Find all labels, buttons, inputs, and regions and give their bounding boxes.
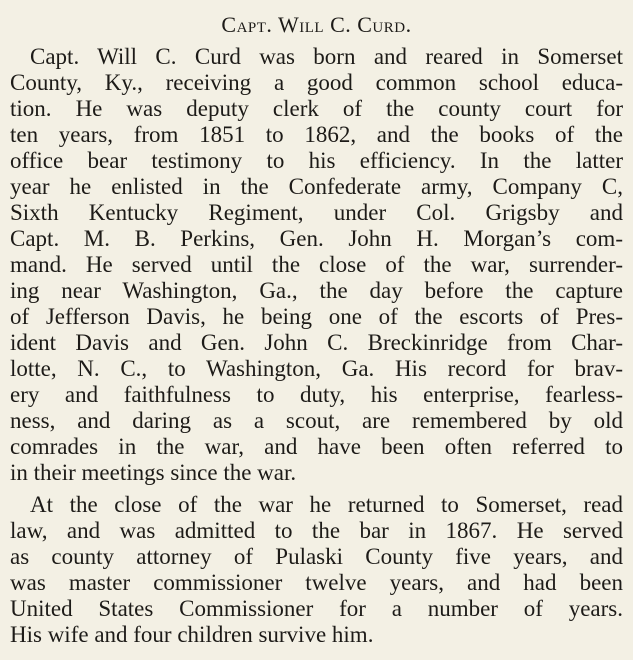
paragraph-1-line-6: year he enlisted in the Confederate army, Company C, <box>10 174 623 199</box>
paragraph-1-line-12: ident Davis and Gen. John C. Breckinridge from Char- <box>10 330 623 355</box>
paragraph-1-line-15: ness, and daring as a scout, are remembered by old <box>10 408 623 433</box>
paragraph-1-line-10: ing near Washington, Ga., the day before the capture <box>10 278 623 303</box>
paragraph-2-line-3: as county attorney of Pulaski County five years, and <box>10 544 623 569</box>
paragraph-1-line-3: tion. He was deputy clerk of the county court for <box>10 96 623 121</box>
paragraph-2-line-1: At the close of the war he returned to Somerset, read <box>30 492 623 517</box>
paragraph-1-line-4: ten years, from 1851 to 1862, and the books of the <box>10 122 623 147</box>
paragraph-1-line-5: office bear testimony to his efficiency. In the latter <box>10 148 623 173</box>
paragraph-1-line-16: comrades in the war, and have been often referred to <box>10 434 623 459</box>
paragraph-1-line-9: mand. He served until the close of the war, surrender- <box>10 252 623 277</box>
paragraph-1-line-7: Sixth Kentucky Regiment, under Col. Grigsby and <box>10 200 623 225</box>
paragraph-2-line-6: His wife and four children survive him. <box>10 622 374 647</box>
paragraph-2-line-4: was master commissioner twelve years, and had been <box>10 570 623 595</box>
paragraph-2-line-2: law, and was admitted to the bar in 1867. He served <box>10 518 623 543</box>
paragraph-1-line-14: ery and faithfulness to duty, his enterprise, fearless- <box>10 382 623 407</box>
paragraph-1-line-1: Capt. Will C. Curd was born and reared in Somerset <box>30 44 623 69</box>
paragraph-1-line-2: County, Ky., receiving a good common school educa- <box>10 70 623 95</box>
paragraph-1-line-8: Capt. M. B. Perkins, Gen. John H. Morgan’s com- <box>10 226 623 251</box>
paragraph-1-line-13: lotte, N. C., to Washington, Ga. His record for brav- <box>10 356 623 381</box>
paragraph-1-line-17: in their meetings since the war. <box>10 460 297 485</box>
paragraph-2-line-5: United States Commissioner for a number of years. <box>10 596 623 621</box>
paragraph-1-line-11: of Jefferson Davis, he being one of the escorts of Pres- <box>10 304 623 329</box>
article-title: Capt. Will C. Curd. <box>221 12 412 37</box>
